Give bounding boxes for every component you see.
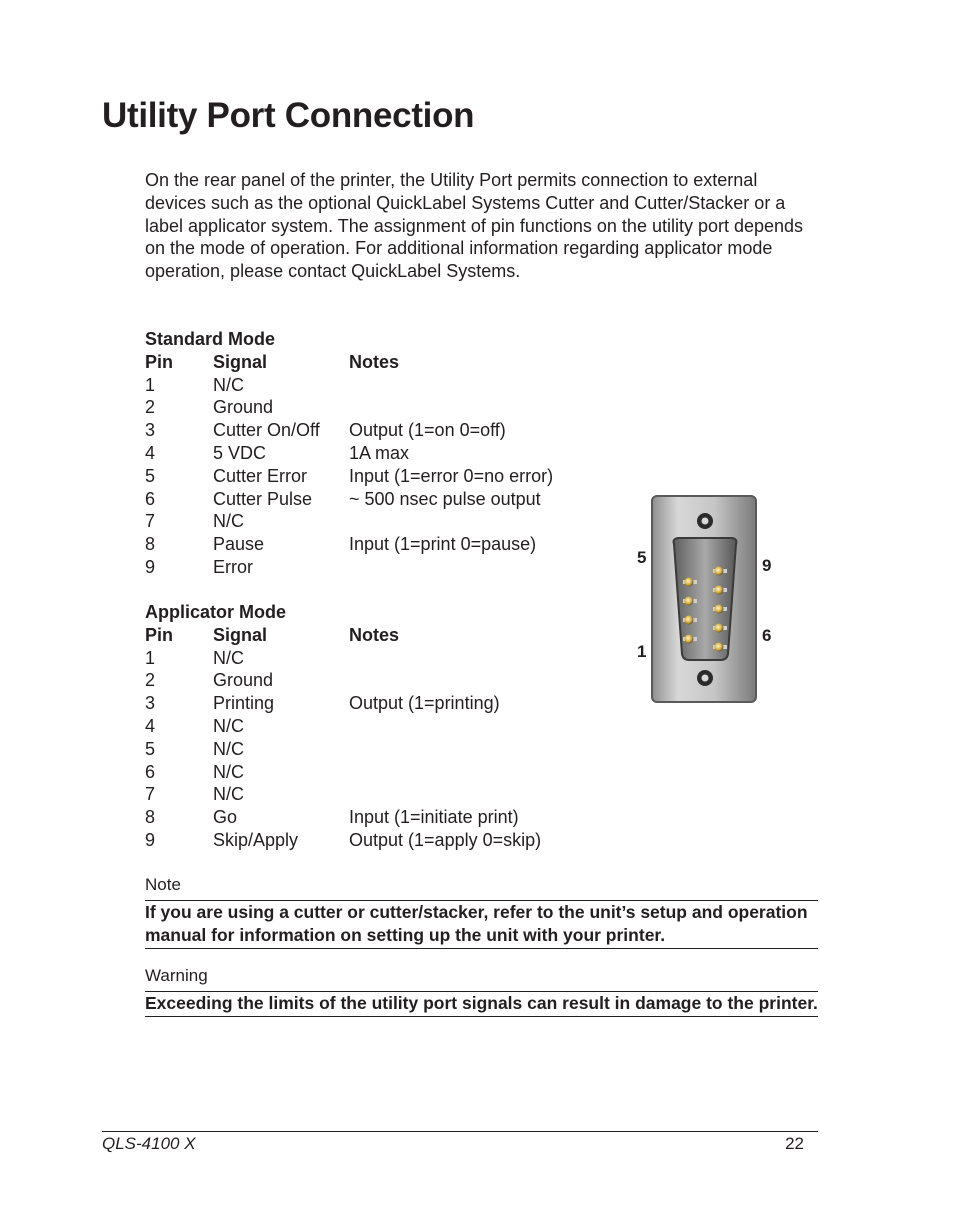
notes-cell: Input (1=print 0=pause) bbox=[349, 534, 537, 555]
footer-model: QLS-4100 X bbox=[102, 1134, 196, 1153]
pin-cell: 9 bbox=[145, 829, 156, 850]
notes-cell bbox=[349, 715, 605, 738]
notes-cell bbox=[349, 374, 605, 397]
applicator-mode-title: Applicator Mode bbox=[145, 602, 287, 622]
signal-cell: N/C bbox=[213, 715, 244, 736]
signal-cell: N/C bbox=[213, 784, 244, 805]
signal-cell: N/C bbox=[213, 738, 244, 759]
signal-cell: Cutter Pulse bbox=[213, 488, 313, 509]
notes-cell: 1A max bbox=[349, 442, 410, 463]
notes-cell bbox=[349, 669, 605, 692]
table-row bbox=[145, 556, 605, 579]
pin-cell: 1 bbox=[145, 374, 156, 395]
signal-cell: Ground bbox=[213, 670, 274, 691]
signal-cell: N/C bbox=[213, 761, 244, 782]
table-row bbox=[145, 806, 605, 829]
page-footer bbox=[102, 1131, 818, 1154]
signal-cell: Pause bbox=[213, 534, 265, 555]
table-row bbox=[145, 669, 605, 692]
applicator-mode-table bbox=[145, 601, 605, 852]
signal-cell: Cutter On/Off bbox=[213, 420, 320, 441]
notes-cell: ~ 500 nsec pulse output bbox=[349, 488, 541, 509]
notes-cell: Output (1=apply 0=skip) bbox=[349, 829, 542, 850]
warning-callout bbox=[145, 965, 818, 1017]
table-row bbox=[145, 396, 605, 419]
table-row bbox=[145, 738, 605, 761]
signal-cell: Printing bbox=[213, 693, 275, 714]
table-row bbox=[145, 488, 605, 511]
signal-cell: Skip/Apply bbox=[213, 829, 299, 850]
intro-paragraph: On the rear panel of the printer, the Utility Port permits connection to external devices such as the optional QuickLabel Systems Cutter and Cutter/Stacker or a label applicator system. The assignment of pin functions on the utility port depends on the mode of operation. For additional information regarding applicator mode operation, please contact QuickLabel Systems. bbox=[145, 170, 804, 282]
notes-cell: Output (1=printing) bbox=[349, 693, 500, 714]
notes-cell: Input (1=initiate print) bbox=[349, 807, 519, 828]
table-row bbox=[145, 829, 605, 852]
header-signal: Signal bbox=[213, 624, 268, 645]
table-row bbox=[145, 419, 605, 442]
notes-cell: Output (1=on 0=off) bbox=[349, 420, 506, 441]
signal-cell: N/C bbox=[213, 374, 244, 395]
warning-text: Exceeding the limits of the utility port signals can result in damage to the printer. bbox=[145, 991, 818, 1017]
db9-connector-diagram bbox=[632, 492, 782, 707]
signal-cell: Cutter Error bbox=[213, 465, 308, 486]
note-text: If you are using a cutter or cutter/stacker, refer to the unit’s setup and operation manual for information on setting up the unit with your printer. bbox=[145, 900, 818, 949]
notes-cell: Input (1=error 0=no error) bbox=[349, 465, 554, 486]
pin-cell: 7 bbox=[145, 784, 156, 805]
table-header bbox=[145, 351, 605, 374]
standard-mode-title: Standard Mode bbox=[145, 329, 276, 349]
pin-cell: 7 bbox=[145, 511, 156, 532]
table-row bbox=[145, 465, 605, 488]
pin-cell: 2 bbox=[145, 670, 156, 691]
table-row bbox=[145, 715, 605, 738]
pin-label-1: 1 bbox=[637, 642, 647, 661]
pin-cell: 1 bbox=[145, 647, 156, 668]
notes-cell bbox=[349, 396, 605, 419]
pin-cell: 9 bbox=[145, 556, 156, 577]
table-row bbox=[145, 510, 605, 533]
pin-cell: 4 bbox=[145, 715, 156, 736]
signal-cell: 5 VDC bbox=[213, 442, 267, 463]
signal-cell: Go bbox=[213, 807, 238, 828]
page-number: 22 bbox=[785, 1134, 804, 1153]
signal-cell: Ground bbox=[213, 397, 274, 418]
signal-cell: Error bbox=[213, 556, 253, 577]
standard-mode-table bbox=[145, 328, 605, 579]
table-row bbox=[145, 533, 605, 556]
pin-cell: 6 bbox=[145, 761, 156, 782]
notes-cell bbox=[349, 510, 605, 533]
pin-cell: 5 bbox=[145, 738, 156, 759]
pin-label-6: 6 bbox=[762, 626, 772, 645]
pin-cell: 8 bbox=[145, 807, 156, 828]
header-notes: Notes bbox=[349, 351, 400, 372]
pin-cell: 5 bbox=[145, 465, 156, 486]
header-pin: Pin bbox=[145, 624, 174, 645]
pin-label-9: 9 bbox=[762, 556, 772, 575]
pin-cell: 4 bbox=[145, 442, 156, 463]
notes-cell bbox=[349, 761, 605, 784]
note-callout bbox=[145, 874, 818, 949]
pin-cell: 8 bbox=[145, 534, 156, 555]
pin-cell: 3 bbox=[145, 420, 156, 441]
notes-cell bbox=[349, 556, 605, 579]
table-row bbox=[145, 647, 605, 670]
warning-label: Warning bbox=[145, 966, 208, 985]
notes-cell bbox=[349, 783, 605, 806]
signal-cell: N/C bbox=[213, 647, 244, 668]
pin-cell: 2 bbox=[145, 397, 156, 418]
header-signal: Signal bbox=[213, 351, 268, 372]
table-row bbox=[145, 442, 605, 465]
table-row bbox=[145, 761, 605, 784]
page-title: Utility Port Connection bbox=[102, 96, 475, 135]
d-shell bbox=[674, 538, 737, 660]
notes-cell bbox=[349, 738, 605, 761]
header-pin: Pin bbox=[145, 351, 174, 372]
pin-label-5: 5 bbox=[637, 548, 647, 567]
header-notes: Notes bbox=[349, 624, 400, 645]
table-row bbox=[145, 692, 605, 715]
pin-cell: 3 bbox=[145, 693, 156, 714]
table-header bbox=[145, 624, 605, 647]
pin-cell: 6 bbox=[145, 488, 156, 509]
note-label: Note bbox=[145, 875, 181, 894]
signal-cell: N/C bbox=[213, 511, 244, 532]
table-row bbox=[145, 783, 605, 806]
table-row bbox=[145, 374, 605, 397]
notes-cell bbox=[349, 647, 605, 670]
